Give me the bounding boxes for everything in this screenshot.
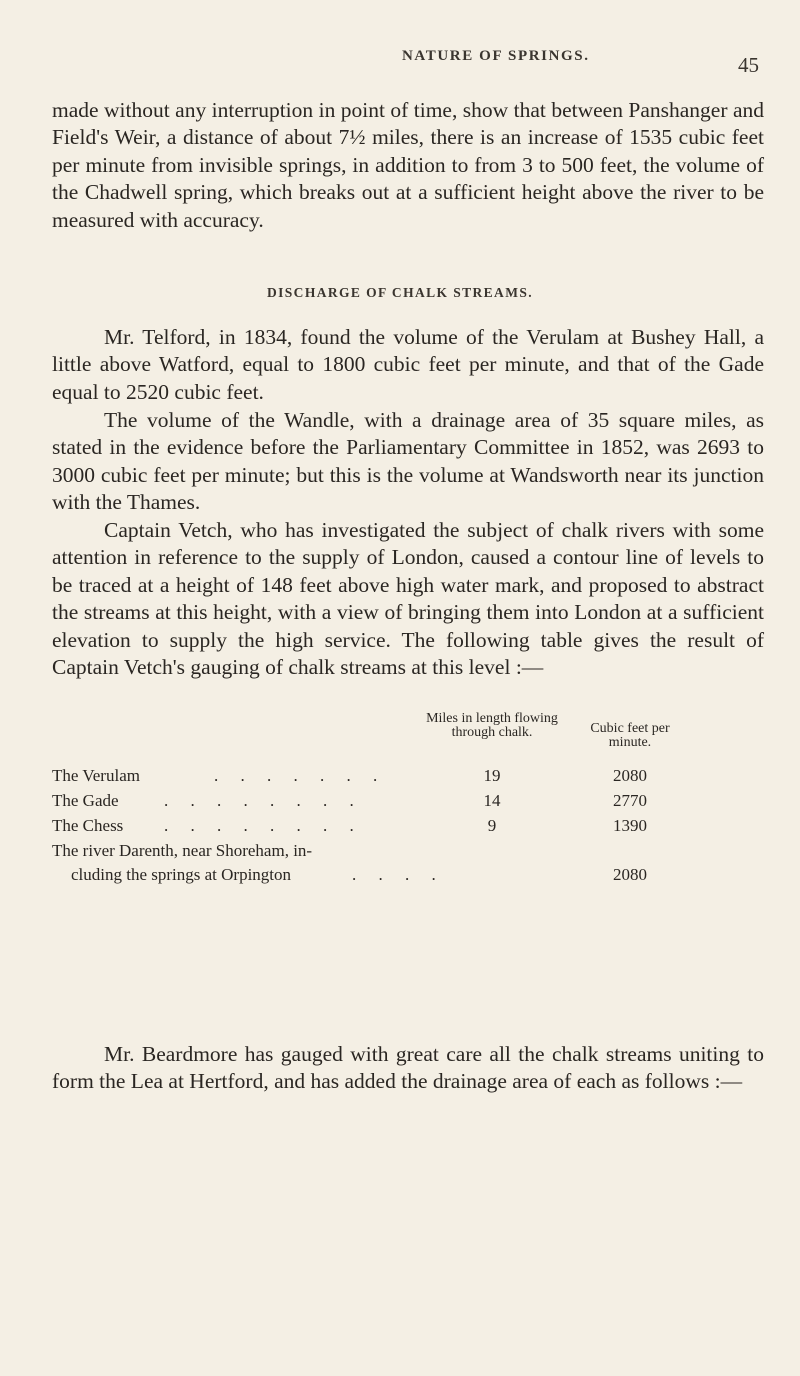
paragraph-telford: Mr. Telford, in 1834, found the volume of the Verulam at Bushey Hall, a little above Watford, equal to 1800 cubic feet per minute, and that of the Gade equal to 2520 cubic feet. (52, 325, 764, 404)
paragraph-springs: made without any interruption in point of time, show that between Panshanger and Field's Weir, a distance of about 7½ miles, there is an increase of 1535 cubic feet per minute from invisible springs, in addition to from 3 to 500 feet, the volume of the Chadwell spring, which breaks out at a sufficient height above the river to be measured with accuracy. (52, 98, 764, 232)
row-cubic-feet: 1390 (613, 816, 647, 835)
row-label: The Chess (52, 816, 124, 835)
column-header-cubic-feet: Cubic feet per minute. (590, 721, 670, 750)
paragraph-wandle: The volume of the Wandle, with a drainage area of 35 square miles, as stated in the evidence before the Parliamentary Committee in 1852, was 2693 to 3000 cubic feet per minute; but this is the volume at Wandsworth near its junction with the Thames. (52, 408, 764, 515)
row-cubic-feet: 2080 (613, 766, 647, 785)
table-row (52, 766, 764, 790)
row-label: The river Darenth, near Shoreham, in- (52, 841, 313, 860)
row-miles: 9 (487, 816, 497, 835)
column-header-miles: Miles in length flowing through chalk. (426, 711, 558, 740)
running-head (0, 48, 800, 78)
row-cubic-feet: 2770 (613, 791, 647, 810)
chalk-streams-table (52, 712, 764, 922)
row-label-continued: cluding the springs at Orpington (71, 865, 292, 884)
table-row (52, 816, 764, 840)
dot-leaders: . . . . (352, 865, 445, 884)
dot-leaders: . . . . . . . . (164, 816, 363, 835)
page-number: 45 (738, 53, 759, 77)
table-row (52, 791, 764, 815)
dot-leaders: . . . . . . . . (164, 791, 363, 810)
row-miles: 19 (483, 766, 501, 785)
row-cubic-feet: 2080 (613, 865, 647, 884)
row-label: The Gade (52, 791, 119, 810)
row-miles: 14 (483, 791, 501, 810)
row-label: The Verulam (52, 766, 140, 785)
table-row (52, 841, 764, 889)
paragraph-vetch: Captain Vetch, who has investigated the subject of chalk rivers with some attention in reference to the supply of London, caused a contour line of levels to be traced at a height of 148 feet above high water mark, and proposed to abstract the streams at this height, with a view of bringing them into London at a sufficient elevation to supply the high service. The following table gives the result of Captain Vetch's gauging of chalk streams at this level :— (52, 518, 764, 680)
dot-leaders: . . . . . . . (214, 766, 387, 785)
running-title: NATURE OF SPRINGS. (402, 48, 590, 64)
paragraph-beardmore: Mr. Beardmore has gauged with great care all the chalk streams uniting to form the Lea at Hertford, and has added the drainage area of each as follows :— (52, 1042, 764, 1094)
section-heading: DISCHARGE OF CHALK STREAMS. (266, 285, 534, 300)
